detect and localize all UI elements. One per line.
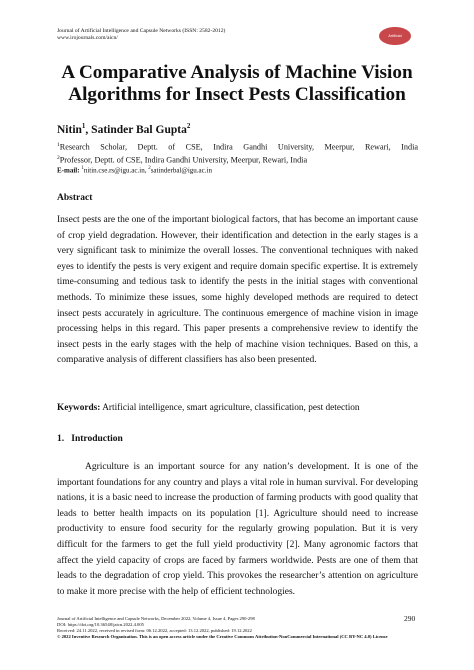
- affiliations: [57, 140, 418, 165]
- email-1-mark: 1: [81, 166, 84, 171]
- journal-header: [57, 28, 225, 42]
- email-2-mark: 2: [148, 166, 151, 171]
- author-1-mark: 1: [81, 122, 86, 130]
- affiliation-2: [57, 153, 418, 166]
- journal-name: Journal of Artificial Intelligence and Capsule Networks (ISSN: 2582-2012): [57, 28, 226, 34]
- footer-doi[interactable]: DOI: https://doi.org/10.36548/jaicn.2022.4.005: [57, 622, 144, 627]
- affiliation-2-mark: 2: [57, 154, 60, 161]
- email-label: E-mail:: [57, 166, 80, 175]
- footer-license: © 2022 Inventive Research Organization. This is an open access article under the Creative Commons Attribution-NonCommercial International (CC BY-NC 4.0) License: [57, 634, 388, 639]
- journal-logo-icon: [379, 27, 411, 56]
- author-2: Satinder Bal Gupta: [91, 123, 187, 136]
- affiliation-1-text: Research Scholar, Deptt. of CSE, Indira Gandhi University, Meerpur, Rewari, India: [59, 142, 418, 152]
- journal-logo-text: Artificial Intelligence: [385, 34, 405, 56]
- page-number: 290: [404, 614, 416, 623]
- journal-url: www.irojournals.com/aicn/: [57, 35, 118, 41]
- footer-dates: Received: 24.11.2022, received in revised form: 06.12.2022, accepted: 13.12.2022, published: 19.12.2022: [57, 628, 252, 633]
- affiliation-1: [57, 140, 418, 153]
- author-list: [57, 122, 190, 136]
- introduction-text: Agriculture is an important source for any nation’s development. It is one of the important foundations for any country and plays a vital role in human survival. For developing nations, it is a basic need to increase the production of farming products with good quality that leads to better health impacts on its population [1]. Agriculture should need to increase productivity to ensure food security for the regularly growing population. But it is very difficult for the farmers to get the full yield productivity [2]. Many agronomic factors that affect the yield capacity of crops are faced by farmers worldwide. Pests are one of them that leads to the degradation of crop yield. This provokes the researcher’s attention on agriculture to make it more precise with the help of efficient technologies.: [57, 462, 418, 597]
- affiliation-1-mark: 1: [57, 142, 60, 148]
- abstract-heading: Abstract: [57, 193, 93, 203]
- paper-title: A Comparative Analysis of Machine Vision Algorithms for Insect Pests Classification: [61, 62, 413, 105]
- email-line: [57, 166, 212, 174]
- abstract-text: Insect pests are the one of the important biological factors, that has become an important cause of crop yield degradation. However, their identification and detection in the early stages is a very significant task to minimize the overall losses. The conventional techniques with naked eyes to identify the pests is very exigent and require domain specific expertise. It is extremely time-consuming and tedious task to identify the pests in the initial stages with conventional methods. To minimize these issues, some highly developed methods are required to detect insect pests accurately in agriculture. The continuous emergence of machine vision in image processing helps in this regard. This paper presents a comprehensive review to identify the insect pests in the early stages with the help of machine vision techniques. Based on this, a comparative analysis of different classifiers has also been presented.: [57, 215, 418, 366]
- author-1: Nitin: [57, 123, 82, 136]
- author-2-mark: 2: [186, 122, 191, 130]
- page-footer: [57, 616, 418, 640]
- keywords-text: Artificial intelligence, smart agriculture, classification, pest detection: [100, 403, 360, 413]
- introduction-heading: 1. Introduction: [57, 434, 123, 444]
- author-separator: ,: [85, 123, 92, 136]
- footer-citation: Journal of Artificial Intelligence and Capsule Networks, December 2022, Volume 4, Issue 4, Pages 290-298: [57, 616, 255, 621]
- email-link-1[interactable]: nitin.cse.rs@igu.ac.in,: [83, 166, 147, 175]
- keywords-line: [57, 403, 418, 413]
- keywords-label: Keywords:: [57, 403, 101, 413]
- email-link-2[interactable]: satinderbal@igu.ac.in: [150, 166, 212, 175]
- affiliation-2-text: Professor, Deptt. of CSE, Indira Gandhi University, Meerpur, Rewari, India: [59, 155, 308, 165]
